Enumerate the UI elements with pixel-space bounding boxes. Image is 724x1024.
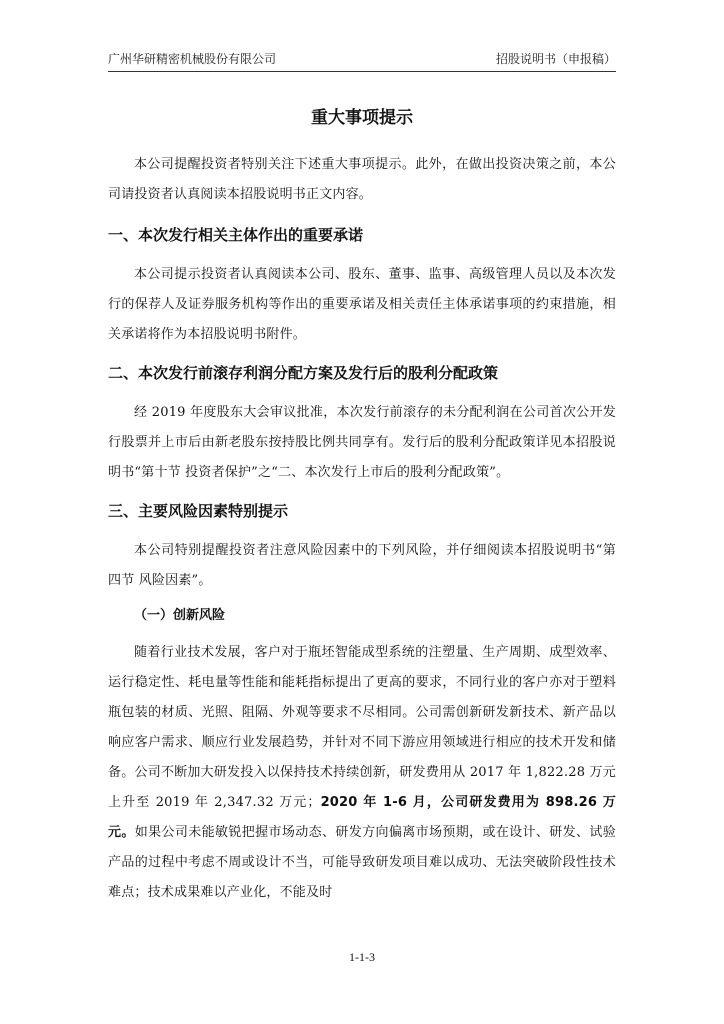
header-company-name: 广州华研精密机械股份有限公司	[108, 52, 277, 66]
section-heading-dividend-policy: 二、本次发行前滚存利润分配方案及发行后的股利分配政策	[108, 364, 499, 382]
innovation-risk-bold-text: 2020 年 1-6 月，公司研发费用为 898.26 万元。	[108, 795, 617, 840]
section-heading-risk-factors: 三、主要风险因素特别提示	[108, 502, 289, 520]
section-text-risk-factors: 本公司特别提醒投资者注意风险因素中的下列风险，并仔细阅读本招股说明书“第四节 风险因素”。	[108, 543, 616, 588]
intro-paragraph: 本公司提醒投资者特别关注下述重大事项提示。此外，在做出投资决策之前，本公司请投资者认真阅读本招股说明书正文内容。	[108, 157, 616, 202]
innovation-risk-text-part2: 如果公司未能敏锐把握市场动态、研发方向偏离市场预期，或在设计、研发、试验产品的过程中考虑不周或设计不当，可能导致研发项目难以成功、无法突破阶段性技术难点；技术成果难以产业化，不能及时	[108, 825, 616, 900]
page-header	[108, 50, 616, 68]
subsection-heading-innovation-risk: （一）创新风险	[134, 608, 226, 623]
innovation-risk-text-part1: 随着行业技术发展，客户对于瓶坯智能成型系统的注塑量、生产周期、成型效率、运行稳定性、耗电量等性能和能耗指标提出了更高的要求，不同行业的客户亦对于塑料瓶包装的材质、光照、阻隔、外观等要求不尽相同。公司需创新研发新技术、新产品以响应客户需求、顺应行业发展趋势，并针对不同下游应用领域进行相应的技术开发和储备。公司不断加大研发投入以保持技术持续创新，研发费用从 2017 年 1,822.28 万元上升至 2019 年 2,347.32 万元；	[108, 645, 616, 810]
subsection-text-innovation-risk	[108, 638, 616, 908]
header-document-type: 招股说明书（申报稿）	[495, 52, 616, 66]
header-divider	[108, 71, 616, 72]
page-number: 1-1-3	[349, 950, 375, 964]
page-title: 重大事项提示	[311, 108, 413, 128]
section-text-commitments: 本公司提示投资者认真阅读本公司、股东、董事、监事、高级管理人员以及本次发行的保荐人及证券服务机构等作出的重要承诺及相关责任主体承诺事项的约束措施，相关承诺将作为本招股说明书附件。	[108, 267, 616, 342]
page-content	[108, 100, 616, 908]
section-text-dividend-policy: 经 2019 年度股东大会审议批准，本次发行前滚存的未分配利润在公司首次公开发行股票并上市后由新老股东按持股比例共同享有。发行后的股利分配政策详见本招股说明书“第十节 投资者保护”之“二、本次发行上市后的股利分配政策”。	[108, 405, 616, 480]
section-heading-commitments: 一、本次发行相关主体作出的重要承诺	[108, 226, 364, 244]
